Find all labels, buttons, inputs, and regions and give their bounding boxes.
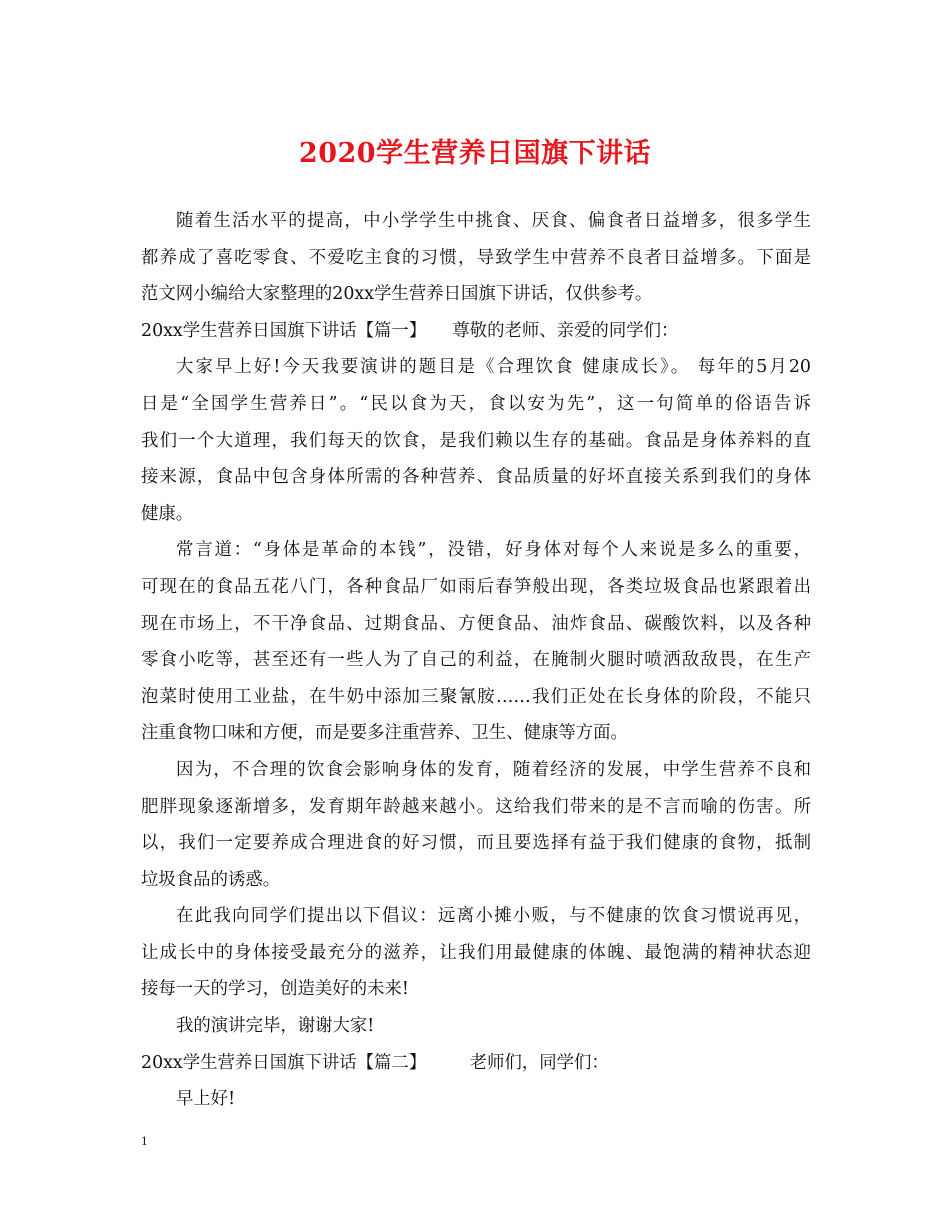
document-body xyxy=(141,203,811,1118)
body-line: 肥胖现象逐渐增多，发育期年龄越来越小。这给我们带来的是不言而喻的伤害。所 xyxy=(141,796,811,817)
body-line: 健康。 xyxy=(141,503,194,524)
body-line: 垃圾食品的诱惑。 xyxy=(141,869,281,890)
body-line: 泡菜时使用工业盐，在牛奶中添加三聚氰胺……我们正处在长身体的阶段，不能只 xyxy=(141,686,811,707)
body-line: 接每一天的学习，创造美好的未来! xyxy=(141,979,409,1000)
body-line: 大家早上好!今天我要演讲的题目是《合理饮食 健康成长》。 每年的5月20 xyxy=(176,357,811,378)
body-line: 20xx学生营养日国旗下讲话【篇二】 老师们，同学们： xyxy=(141,1052,609,1073)
body-line: 我们一个大道理，我们每天的饮食，是我们赖以生存的基础。食品是身体养料的直 xyxy=(141,430,811,451)
body-line: 在此我向同学们提出以下倡议：远离小摊小贩，与不健康的饮食习惯说再见， xyxy=(176,906,811,927)
body-line: 可现在的食品五花八门，各种食品厂如雨后春笋般出现，各类垃圾食品也紧跟着出 xyxy=(141,576,811,597)
body-line: 注重食物口味和方便，而是要多注重营养、卫生、健康等方面。 xyxy=(141,723,628,744)
document-title: 2020学生营养日国旗下讲话 xyxy=(298,138,652,169)
body-line: 让成长中的身体接受最充分的滋养，让我们用最健康的体魄、最饱满的精神状态迎 xyxy=(141,942,811,963)
body-line: 因为，不合理的饮食会影响身体的发育，随着经济的发展，中学生营养不良和 xyxy=(176,759,811,780)
body-line: 接来源，食品中包含身体所需的各种营养、食品质量的好坏直接关系到我们的身体 xyxy=(141,467,811,488)
body-line: 常言道：“身体是革命的本钱”，没错，好身体对每个人来说是多么的重要， xyxy=(176,540,811,561)
body-line: 我的演讲完毕，谢谢大家! xyxy=(176,1016,375,1037)
body-line: 早上好! xyxy=(176,1089,236,1110)
body-line: 都养成了喜吃零食、不爱吃主食的习惯，导致学生中营养不良者日益增多。下面是 xyxy=(141,247,811,268)
body-line: 零食小吃等，甚至还有一些人为了自己的利益，在腌制火腿时喷洒敌敌畏，在生产 xyxy=(141,650,811,671)
page-number: 1 xyxy=(141,1133,148,1148)
body-line: 20xx学生营养日国旗下讲话【篇一】 尊敬的老师、亲爱的同学们： xyxy=(141,320,679,341)
body-line: 以，我们一定要养成合理进食的好习惯，而且要选择有益于我们健康的食物，抵制 xyxy=(141,833,811,854)
body-line: 现在市场上，不干净食品、过期食品、方便食品、油炸食品、碳酸饮料，以及各种 xyxy=(141,613,811,634)
body-line: 随着生活水平的提高，中小学学生中挑食、厌食、偏食者日益增多，很多学生 xyxy=(176,211,811,231)
body-line: 日是“全国学生营养日”。“民以食为天，食以安为先”，这一句简单的俗语告诉 xyxy=(141,393,811,414)
body-line: 范文网小编给大家整理的20xx学生营养日国旗下讲话，仅供参考。 xyxy=(141,284,653,305)
